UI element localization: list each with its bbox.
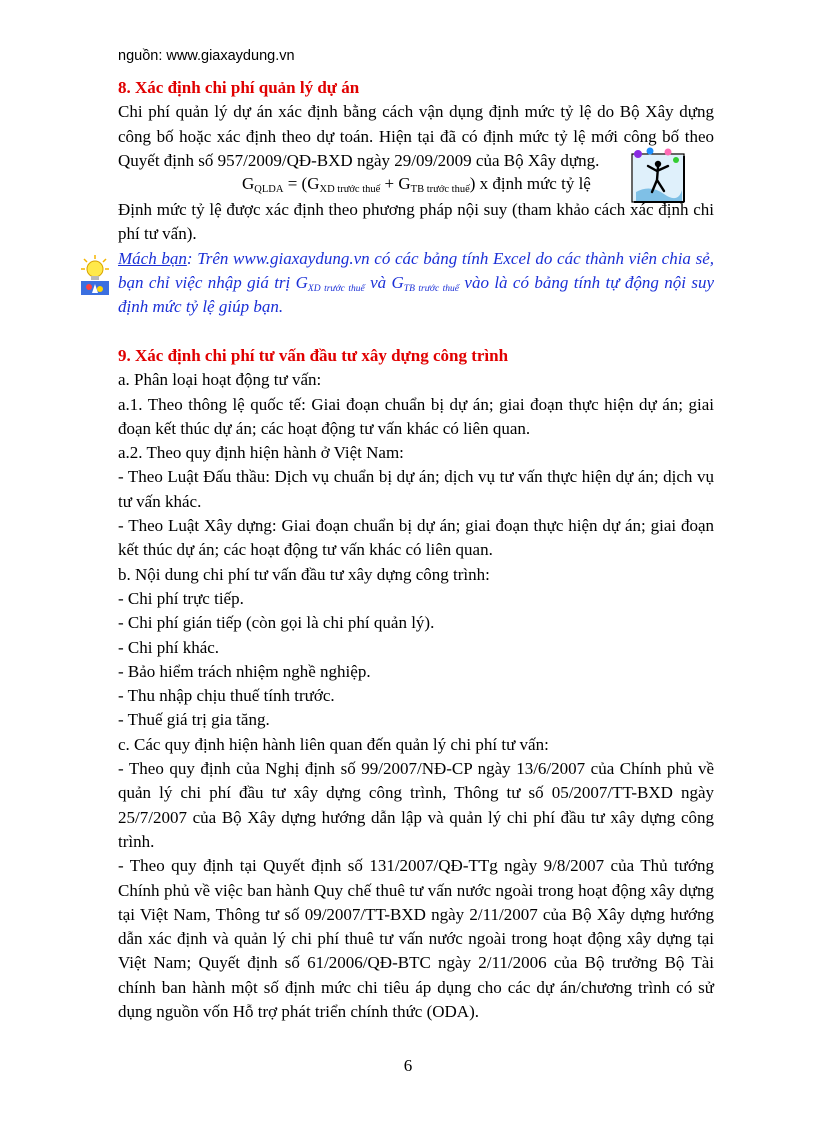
s9-line: - Thuế giá trị gia tăng. bbox=[118, 710, 270, 730]
section-8-cont bbox=[118, 198, 714, 319]
lightbulb-tip-icon bbox=[80, 254, 110, 296]
s9-line: c. Các quy định hiện hành liên quan đến quản lý chi phí tư vấn: bbox=[118, 734, 549, 754]
juggler-clipart-icon bbox=[624, 146, 686, 204]
source-line: nguồn: www.giaxaydung.vn bbox=[118, 48, 295, 64]
s9-line: - Chi phí gián tiếp (còn gọi là chi phí quản lý). bbox=[118, 613, 435, 633]
s9-line: - Thu nhập chịu thuế tính trước. bbox=[118, 686, 335, 706]
section-8-paragraph: Chi phí quản lý dự án xác định bằng cách vận dụng định mức tỷ lệ do Bộ Xây dựng công bố hoặc xác định theo dự toán. Hiện tại đã có định mức tỷ lệ mới công bố theo Quyết định số 957/2009/QĐ-BXD ngày 29/09/2009 của Bộ Xây dựng. bbox=[118, 102, 714, 170]
s9-line: a.2. Theo quy định hiện hành ở Việt Nam: bbox=[118, 443, 404, 463]
s9-line: b. Nội dung chi phí tư vấn đầu tư xây dựng công trình: bbox=[118, 564, 490, 584]
s9-line: - Chi phí khác. bbox=[118, 637, 220, 657]
section-8-paragraph-2: Định mức tỷ lệ được xác định theo phương pháp nội suy (tham khảo cách xác định chi phí tư vấn). bbox=[118, 200, 714, 244]
page-number: 6 bbox=[403, 1056, 413, 1075]
section-8-heading: 8. Xác định chi phí quản lý dự án bbox=[118, 78, 360, 97]
s9-line: a.1. Theo thông lệ quốc tế: Giai đoạn chuẩn bị dự án; giai đoạn thực hiện dự án; giai đoạn kết thúc dự án; các hoạt động tư vấn khác có liên quan. bbox=[118, 394, 714, 438]
s9-line: - Bảo hiểm trách nhiệm nghề nghiệp. bbox=[118, 661, 371, 681]
s9-line: - Theo quy định của Nghị định số 99/2007/NĐ-CP ngày 13/6/2007 của Chính phủ về quản lý chi phí đầu tư xây dựng công trình, Thông tư số 05/2007/TT-BXD ngày 25/7/2007 của Bộ Xây dựng hướng dẫn lập và quản lý chi phí đầu tư xây dựng công trình. bbox=[118, 759, 714, 851]
section-9-heading: 9. Xác định chi phí tư vấn đầu tư xây dựng công trình bbox=[118, 346, 509, 365]
s9-line: - Theo Luật Đấu thầu: Dịch vụ chuẩn bị dự án; dịch vụ tư vấn thực hiện dự án; dịch vụ tư vấn khác. bbox=[118, 467, 714, 511]
formula-gqlda: $G_{QLDA} = (G_{XD trước thuế} + G_{TB trước thuế})$ x định mức tỷ lệ bbox=[242, 174, 591, 195]
s9-line: - Theo Luật Xây dựng: Giai đoạn chuẩn bị dự án; giai đoạn thực hiện dự án; giai đoạn kết thúc dự án; các hoạt động tư vấn khác có liên quan. bbox=[118, 516, 714, 560]
s9-line: a. Phân loại hoạt động tư vấn: bbox=[118, 370, 322, 390]
s9-line: - Theo quy định tại Quyết định số 131/2007/QĐ-TTg ngày 9/8/2007 của Thủ tướng Chính phủ về việc ban hành Quy chế thuê tư vấn nước ngoài trong hoạt động xây dựng tại Việt Nam, Thông tư số 09/2007/TT-BXD ngày 2/11/2007 của Bộ Xây dựng hướng dẫn xác định và quản lý chi phí thuê tư vấn nước ngoài trong hoạt động xây dựng tại Việt Nam; Quyết định số 61/2006/QĐ-BTC ngày 2/11/2006 của Bộ trưởng Bộ Tài chính ban hành một số định mức chi tiêu áp dụng cho các dự án/chương trình có sử dụng nguồn vốn Hỗ trợ phát triển chính thức (ODA). bbox=[118, 856, 714, 1022]
s9-line: - Chi phí trực tiếp. bbox=[118, 588, 244, 608]
section-9 bbox=[118, 344, 714, 1024]
tip-label: Mách bạn bbox=[118, 248, 187, 268]
tip-paragraph: Mách bạn: Trên www.giaxaydung.vn có các bảng tính Excel do các thành viên chia sẻ, bạn chỉ việc nhập giá trị $G_{XD trước thuế}$ và $G_{TB trước thuế}$ vào là có bảng tính tự động nội suy định mức tỷ lệ giúp bạn. bbox=[118, 248, 714, 317]
